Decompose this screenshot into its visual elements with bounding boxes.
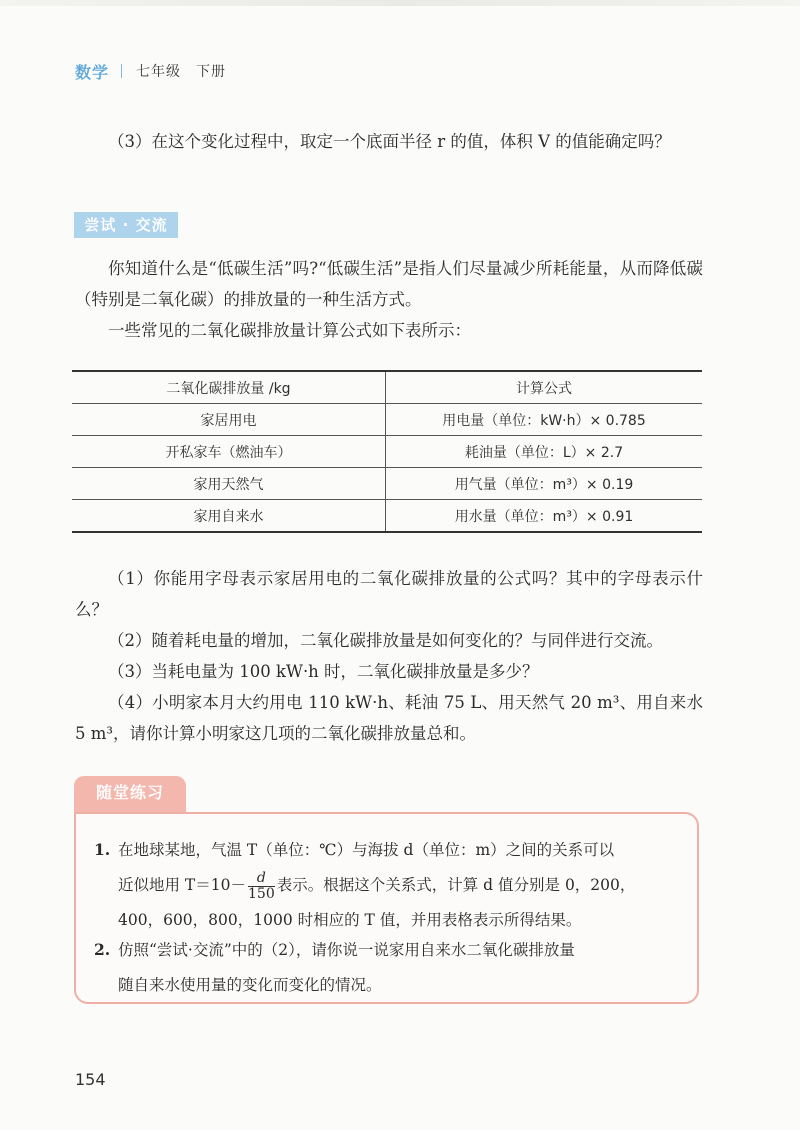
low-carbon-intro: 你知道什么是“低碳生活”吗?“低碳生活”是指人们尽量减少所耗能量，从而降低碳（特别是二氧化碳）的排放量的一种生活方式。 [75, 259, 703, 309]
table-cell-formula: 用水量（单位：m³）× 0.91 [454, 508, 634, 525]
section-tag-try-discuss: 尝试 · 交流 [74, 212, 178, 238]
table-cell-formula: 用电量（单位：kW·h）× 0.785 [386, 404, 703, 436]
table-cell-formula: 耗油量（单位：L）× 2.7 [386, 436, 703, 468]
exercise-text: 近似地用 T＝10－ [118, 876, 246, 894]
table-cell-item: 家居用电 [72, 404, 386, 436]
question-1: （1）你能用字母表示家居用电的二氧化碳排放量的公式吗？其中的字母表示什么？ [75, 569, 703, 619]
table-cell-item: 开私家车（燃油车） [72, 436, 386, 468]
question-3-volume: （3）在这个变化过程中，取定一个底面半径 r 的值，体积 V 的值能确定吗？ [108, 132, 671, 151]
top-edge [0, 0, 800, 6]
table-row [72, 436, 702, 468]
question-2: （2）随着耗电量的增加，二氧化碳排放量是如何变化的？与同伴进行交流。 [108, 631, 663, 650]
table-header-cell: 计算公式 [386, 371, 703, 404]
running-header [75, 60, 226, 82]
table-cell-formula: 用气量（单位：m³）× 0.19 [386, 468, 703, 500]
table-row [72, 468, 702, 500]
exercise-2-line1 [94, 932, 679, 968]
exercise-1-line3: 400，600，800，1000 时相应的 T 值，并用表格表示所得结果。 [118, 911, 582, 929]
page-number: 154 [75, 1070, 106, 1089]
table-intro: 一些常见的二氧化碳排放量计算公式如下表所示： [108, 321, 471, 340]
question-4: （4）小明家本月大约用电 110 kW·h、耗油 75 L、用天然气 20 m³、用自来水 5 m³，请你计算小明家这几项的二氧化碳排放量总和。 [75, 693, 703, 743]
header-divider [121, 64, 122, 78]
exercise-1-line2 [94, 868, 679, 903]
table-header-row [72, 371, 702, 404]
exercise-1-line1 [94, 832, 679, 868]
practice-tag: 随堂练习 [74, 776, 186, 812]
fraction-numerator: d [248, 871, 275, 887]
table-cell-item: 家用自来水 [72, 500, 386, 533]
exercise-1 [94, 832, 679, 938]
question-3: （3）当耗电量为 100 kW·h 时，二氧化碳排放量是多少？ [108, 662, 539, 681]
table-header-cell: 二氧化碳排放量 /kg [72, 371, 386, 404]
header-grade: 七年级 下册 [136, 64, 227, 80]
fraction-denominator: 150 [248, 885, 275, 902]
practice-box [74, 812, 699, 1004]
exercise-2-line2: 随自来水使用量的变化而变化的情况。 [118, 976, 382, 994]
exercise-text: 表示。根据这个关系式，计算 d 值分别是 0，200， [276, 876, 636, 894]
fraction-d-over-150 [248, 871, 275, 902]
exercise-text: 在地球某地，气温 T（单位：℃）与海拔 d（单位：m）之间的关系可以 [118, 841, 615, 859]
table-cell-item: 家用天然气 [72, 468, 386, 500]
exercise-number: 2. [94, 940, 111, 959]
header-subject: 数学 [75, 62, 110, 82]
table-row [72, 404, 702, 436]
exercise-2 [94, 932, 679, 1003]
exercise-text: 仿照“尝试·交流”中的（2），请你说一说家用自来水二氧化碳排放量 [118, 941, 575, 959]
co2-formula-table [72, 370, 702, 533]
exercise-number: 1. [94, 840, 111, 859]
table-row [72, 500, 702, 533]
